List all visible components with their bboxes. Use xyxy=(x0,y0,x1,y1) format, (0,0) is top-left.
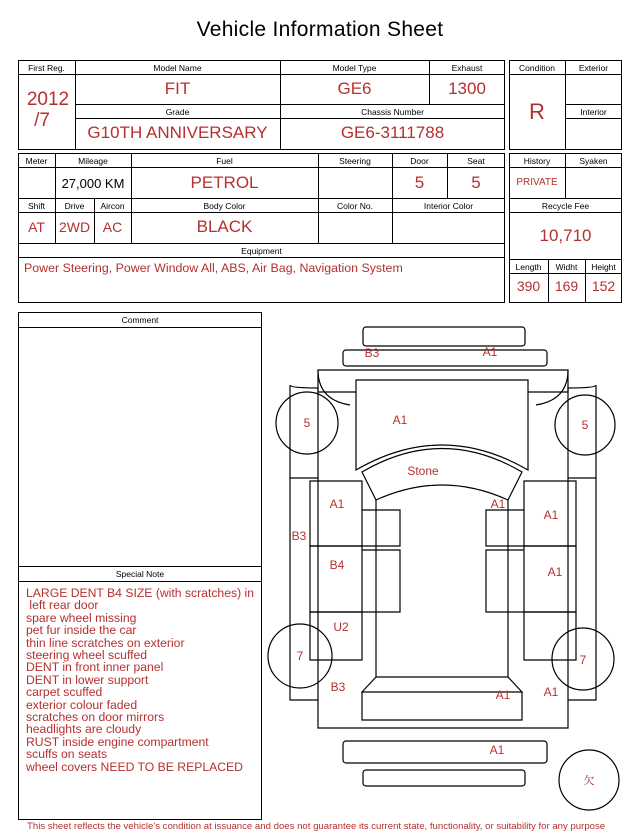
drive-label: Drive xyxy=(64,201,85,211)
fuel-value: PETROL xyxy=(190,173,259,192)
model-type-label: Model Type xyxy=(332,63,377,73)
special-note-item: LARGE DENT B4 SIZE (with scratches) in xyxy=(26,586,255,600)
mark-rear-glass: A1 xyxy=(495,688,511,702)
mark-front-a1: A1 xyxy=(482,345,498,359)
fuel-label: Fuel xyxy=(216,156,233,166)
length-value: 390 xyxy=(516,278,541,294)
seat-label: Seat xyxy=(467,156,485,166)
rear-bumper-upper xyxy=(343,741,547,763)
mark-right-front-pillar: A1 xyxy=(490,497,506,511)
mark-left-front-door: A1 xyxy=(329,497,345,511)
rear-bumper-lower xyxy=(363,770,525,786)
mark-left-quarter: U2 xyxy=(333,620,349,634)
chassis-number-label: Chassis Number xyxy=(361,107,424,117)
equipment-label: Equipment xyxy=(241,246,282,256)
right-rear-window xyxy=(486,550,524,612)
special-note-item: steering wheel scuffed xyxy=(26,648,148,663)
mileage-value: 27,000 KM xyxy=(61,176,125,191)
comment-label: Comment xyxy=(121,315,159,325)
mark-tire-rr: 7 xyxy=(579,653,587,667)
model-name-label: Model Name xyxy=(153,63,202,73)
body-color-label: Body Color xyxy=(203,201,246,211)
special-note-item: pet fur inside the car xyxy=(26,623,137,638)
seat-value: 5 xyxy=(471,173,481,192)
door-label: Door xyxy=(410,156,429,166)
condition-grade: R xyxy=(529,99,545,124)
chassis-number-value: GE6-3111788 xyxy=(340,123,445,142)
model-name-value: FIT xyxy=(164,79,191,98)
history-value: PRIVATE xyxy=(516,177,558,188)
first-reg-year: 2012 xyxy=(26,89,70,110)
mark-tire-fl: 5 xyxy=(303,416,311,430)
special-note-label: Special Note xyxy=(115,569,165,579)
front-bumper-upper xyxy=(363,327,525,346)
left-headlamp xyxy=(318,370,350,405)
front-panel xyxy=(318,370,568,392)
aircon-value: AC xyxy=(102,219,123,235)
shift-label: Shift xyxy=(27,201,45,211)
mileage-label: Mileage xyxy=(78,156,108,166)
width-label: Widht xyxy=(555,262,578,272)
mark-left-rear: B3 xyxy=(330,680,346,694)
hood xyxy=(356,392,528,470)
mark-front-b3: B3 xyxy=(364,346,380,360)
grade-value: G10TH ANNIVERSARY xyxy=(87,123,268,142)
mark-windshield: Stone xyxy=(407,464,439,478)
special-note-item: scratches on door mirrors xyxy=(26,710,165,725)
mark-hood: A1 xyxy=(392,413,408,427)
body-color-value: BLACK xyxy=(196,217,253,236)
disclaimer-footer: This sheet reflects the vehicle's condition at issuance and does not guarantee its current state, functionality, or suitability for any purpose xyxy=(27,821,606,832)
first-reg-month: /7 xyxy=(34,110,50,131)
first-reg-label: First Reg. xyxy=(28,63,65,73)
aircon-label: Aircon xyxy=(100,201,125,211)
page-title: Vehicle Information Sheet xyxy=(196,18,444,41)
height-value: 152 xyxy=(591,278,616,294)
height-label: Height xyxy=(591,262,616,272)
mark-left-rocker: B3 xyxy=(291,529,307,543)
condition-label: Condition xyxy=(519,63,555,73)
exterior-label: Exterior xyxy=(578,63,609,73)
meter-label: Meter xyxy=(25,156,48,166)
right-headlamp xyxy=(536,370,568,405)
mark-right-front-door: A1 xyxy=(543,508,559,522)
mark-right-rear: A1 xyxy=(543,685,559,699)
mark-tire-fr: 5 xyxy=(581,418,589,432)
mark-left-rear-door: B4 xyxy=(329,558,345,572)
left-side-sill xyxy=(290,478,318,700)
mark-rear-bumper: A1 xyxy=(489,743,505,757)
mark-right-rear-door: A1 xyxy=(547,565,563,579)
width-value: 169 xyxy=(554,278,579,294)
interior-color-label: Interior Color xyxy=(423,201,474,211)
special-note-item: wheel covers NEED TO BE REPLACED xyxy=(26,759,243,774)
exhaust-label: Exhaust xyxy=(451,63,483,73)
exhaust-value: 1300 xyxy=(448,79,486,98)
special-note-item: DENT in front inner panel xyxy=(26,660,164,675)
recycle-fee-label: Recycle Fee xyxy=(541,201,590,211)
special-note-item: left rear door xyxy=(26,598,99,613)
left-front-window xyxy=(362,510,400,546)
recycle-fee-value: 10,710 xyxy=(539,226,592,245)
special-note-item: thin line scratches on exterior xyxy=(26,635,185,650)
equipment-value: Power Steering, Power Window All, ABS, Air Bag, Navigation System xyxy=(24,261,403,275)
special-note-item: RUST inside engine compartment xyxy=(26,734,209,749)
special-note-item: headlights are cloudy xyxy=(26,722,142,737)
roof xyxy=(376,500,508,677)
special-note-item: DENT in lower support xyxy=(26,672,149,687)
special-note-item: scuffs on seats xyxy=(26,747,108,762)
history-label: History xyxy=(523,156,551,166)
right-front-window xyxy=(486,510,524,546)
left-rear-window xyxy=(362,550,400,612)
special-note-item: spare wheel missing xyxy=(26,610,137,625)
rear-panel xyxy=(318,700,568,728)
mark-missing: 欠 xyxy=(583,775,595,787)
left-front-fender xyxy=(290,385,318,478)
interior-label: Interior xyxy=(580,107,607,117)
color-no-label: Color No. xyxy=(337,201,373,211)
length-label: Length xyxy=(515,262,542,272)
door-value: 5 xyxy=(414,173,425,192)
drive-value: 2WD xyxy=(58,219,91,235)
steering-label: Steering xyxy=(339,156,371,166)
grade-label: Grade xyxy=(165,107,190,117)
model-type-value: GE6 xyxy=(337,79,372,98)
special-note-item: exterior colour faded xyxy=(26,697,138,712)
syaken-label: Syaken xyxy=(579,156,608,166)
shift-value: AT xyxy=(28,219,45,235)
mark-tire-rl: 7 xyxy=(296,649,304,663)
special-note-item: carpet scuffed xyxy=(26,685,103,700)
